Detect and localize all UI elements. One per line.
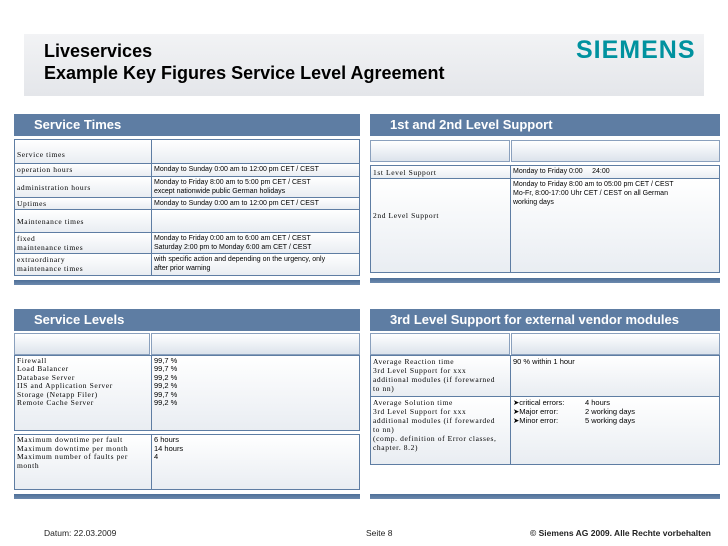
table-row bbox=[15, 177, 359, 197]
list-item: 99,7 % bbox=[154, 364, 178, 374]
list-item: Maximum downtime per fault bbox=[17, 435, 123, 444]
row-value: 90 % within 1 hour bbox=[511, 356, 719, 396]
panel-divider bbox=[14, 494, 360, 499]
list-item: Maximum number of faults per month bbox=[17, 452, 128, 470]
row-label: Maintenance times bbox=[15, 210, 151, 232]
row-value bbox=[152, 140, 359, 163]
footer-date: Datum: 22.03.2009 bbox=[44, 528, 117, 538]
table-row bbox=[15, 435, 359, 489]
service-levels-subhead bbox=[14, 333, 360, 355]
error-time: 2 working days bbox=[585, 407, 636, 416]
row-label: 2nd Level Support bbox=[371, 179, 510, 272]
error-name: Minor error: bbox=[519, 416, 559, 425]
table-row bbox=[15, 210, 359, 232]
list-item: 4 bbox=[154, 452, 159, 462]
support-12-heading-text: 1st and 2nd Level Support bbox=[390, 117, 553, 132]
footer-copyright: © Siemens AG 2009. Alle Rechte vorbehalten bbox=[530, 528, 711, 538]
service-times-heading: Service Times bbox=[14, 114, 360, 136]
downtime-values bbox=[152, 435, 359, 489]
availability-values bbox=[152, 356, 359, 430]
row-value: Monday to Sunday 0:00 am to 12:00 pm CET / CEST bbox=[152, 164, 359, 176]
table-row bbox=[15, 233, 359, 253]
list-item: Firewall bbox=[17, 356, 47, 365]
support-3-subhead bbox=[370, 333, 720, 355]
support-12-heading bbox=[370, 114, 720, 136]
support-12-table bbox=[370, 165, 720, 273]
row-value bbox=[152, 210, 359, 232]
row-value: Monday to Sunday 0:00 am to 12:00 pm CET / CEST bbox=[152, 198, 359, 209]
table-row bbox=[371, 356, 719, 396]
row-label: operation hours bbox=[15, 164, 151, 176]
subhead-cell bbox=[511, 333, 720, 355]
list-item: 14 hours bbox=[154, 443, 184, 453]
subhead-cell bbox=[370, 333, 510, 355]
footer-page-number: Seite 8 bbox=[366, 528, 393, 538]
list-item: 99,2 % bbox=[154, 381, 178, 391]
list-item: 99,7 % bbox=[154, 389, 178, 399]
list-item bbox=[513, 416, 717, 425]
row-label: administration hours bbox=[15, 177, 151, 197]
check-arrow-icon: ➤ bbox=[513, 398, 520, 407]
subhead-cell bbox=[511, 140, 720, 162]
list-item bbox=[513, 398, 717, 407]
row-label: Average Reaction time 3rd Level Support for xxx additional modules (if forewarned to nn) bbox=[371, 356, 510, 396]
siemens-logo: SIEMENS bbox=[576, 36, 696, 64]
row-label: Uptimes bbox=[15, 198, 151, 209]
check-arrow-icon: ➤ bbox=[513, 407, 520, 416]
error-time: 4 hours bbox=[585, 398, 611, 407]
page-title bbox=[44, 40, 445, 84]
list-item: 99,2 % bbox=[154, 398, 178, 408]
list-item: 99,2 % bbox=[154, 372, 178, 382]
availability-table bbox=[14, 355, 360, 431]
row-label: 1st Level Support bbox=[371, 166, 510, 178]
row-value: Monday to Friday 8:00 am to 05:00 pm CET / CEST Mo-Fr, 8:00-17:00 Uhr CET / CEST on all German working days bbox=[511, 179, 719, 272]
downtime-labels bbox=[15, 435, 151, 489]
row-value: with specific action and depending on the urgency, only after prior warning bbox=[152, 254, 359, 275]
list-item: IIS and Application Server bbox=[17, 381, 113, 391]
list-item: 99,7 % bbox=[154, 356, 178, 365]
availability-labels bbox=[15, 356, 151, 430]
subhead-cell bbox=[14, 333, 150, 355]
table-row bbox=[371, 397, 719, 464]
row-value: Monday to Friday 8:00 am to 5:00 pm CET / CEST except nationwide public German holidays bbox=[152, 177, 359, 197]
list-item: Database Server bbox=[17, 372, 75, 382]
error-time: 5 working days bbox=[585, 416, 636, 425]
table-row bbox=[371, 166, 719, 178]
title-line-2: Example Key Figures Service Level Agreement bbox=[44, 63, 445, 83]
table-row bbox=[371, 179, 719, 272]
list-item: 6 hours bbox=[154, 435, 180, 444]
error-name: Major error: bbox=[519, 407, 559, 416]
row-label: fixed maintenance times bbox=[15, 233, 151, 253]
panel-divider bbox=[370, 278, 720, 283]
check-arrow-icon: ➤ bbox=[513, 416, 520, 425]
table-row bbox=[15, 140, 359, 163]
list-item bbox=[513, 407, 717, 416]
row-label: extraordinary maintenance times bbox=[15, 254, 151, 275]
list-item: Load Balancer bbox=[17, 364, 69, 374]
table-row bbox=[15, 356, 359, 430]
downtime-table bbox=[14, 434, 360, 490]
service-times-table bbox=[14, 139, 360, 276]
error-class-list bbox=[511, 397, 719, 464]
table-row bbox=[15, 254, 359, 275]
panel-divider bbox=[370, 494, 720, 499]
support-12-subhead bbox=[370, 140, 720, 162]
title-line-1: Liveservices bbox=[44, 41, 153, 61]
support-3-table bbox=[370, 355, 720, 465]
subhead-cell bbox=[151, 333, 360, 355]
row-label: Service times bbox=[15, 140, 151, 163]
list-item: Storage (Netapp Filer) bbox=[17, 389, 98, 399]
panel-divider bbox=[14, 280, 360, 285]
service-levels-heading: Service Levels bbox=[14, 309, 360, 331]
subhead-cell bbox=[370, 140, 510, 162]
list-item: Maximum downtime per month bbox=[17, 443, 129, 453]
error-name: critical errors: bbox=[519, 398, 565, 407]
row-value: Monday to Friday 0:00 am to 6:00 am CET / CEST Saturday 2:00 pm to Monday 6:00 am CET / CEST bbox=[152, 233, 359, 253]
table-row bbox=[15, 164, 359, 176]
list-item: Remote Cache Server bbox=[17, 398, 94, 408]
row-value: Monday to Friday 0:00  24:00 bbox=[511, 166, 719, 178]
table-row bbox=[15, 198, 359, 209]
row-label: Average Solution time 3rd Level Support for xxx additional modules (if forewarded to nn) (comp. definition of Error classes, chapter. 8.2) bbox=[371, 397, 510, 464]
support-3-heading: 3rd Level Support for external vendor modules bbox=[370, 309, 720, 331]
